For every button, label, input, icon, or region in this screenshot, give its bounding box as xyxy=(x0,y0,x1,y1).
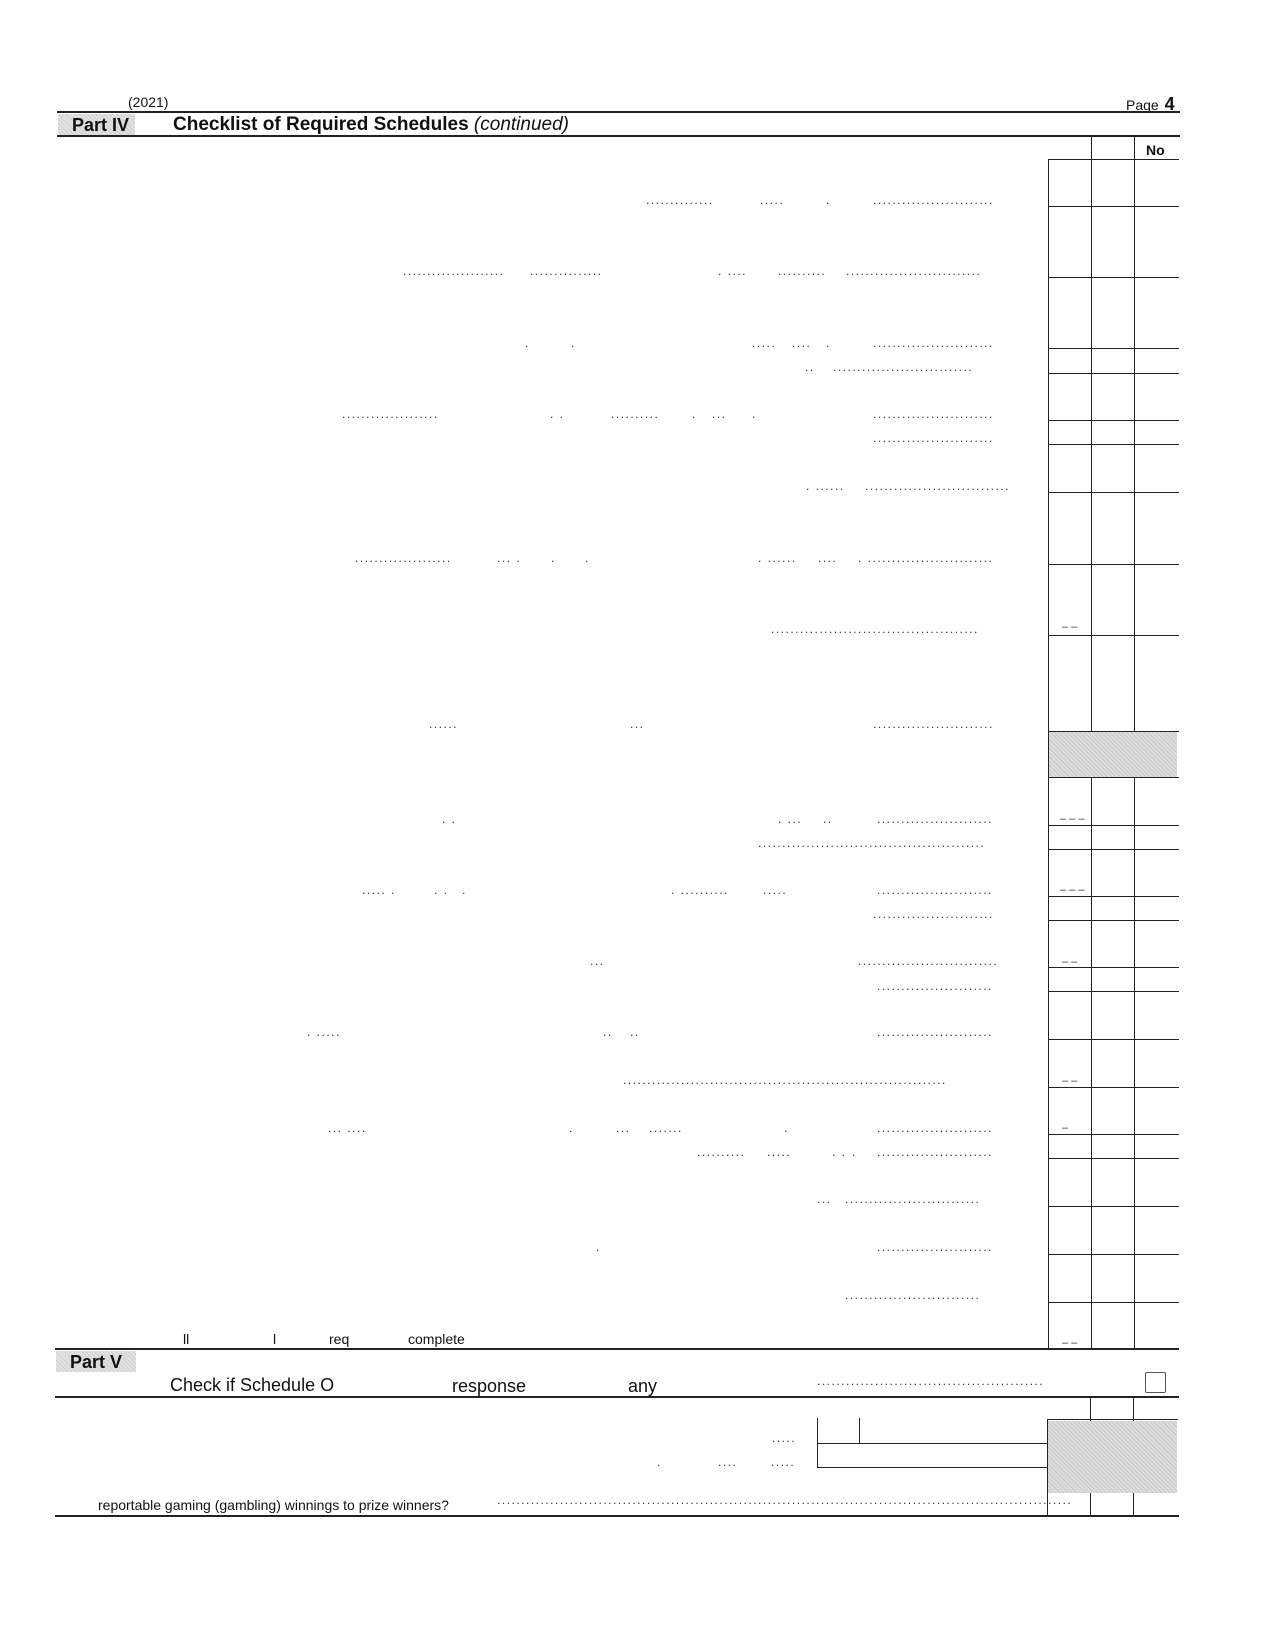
dash-mark: – – xyxy=(1062,621,1078,633)
dot-leader: . xyxy=(569,1121,574,1135)
part-iv-badge: Part IV xyxy=(58,114,135,135)
shaded-cell xyxy=(1049,731,1177,777)
dot-leader: ... xyxy=(590,954,605,968)
part-iv-bottom-rule xyxy=(55,1348,1179,1350)
part-iv-rule xyxy=(57,135,1180,137)
dot-leader: . xyxy=(462,883,467,897)
dot-leader: .......... xyxy=(778,264,827,278)
dot-leader: . ...... xyxy=(758,551,797,565)
dot-leader: ..... xyxy=(763,883,788,897)
dot-leader: .................... xyxy=(355,551,452,565)
dash-mark: – xyxy=(1062,1122,1069,1134)
dot-leader: ............... xyxy=(530,264,603,278)
dot-leader: ... xyxy=(616,1121,631,1135)
dot-leader: . ...... xyxy=(806,479,845,493)
dot-leader: ............................ xyxy=(846,264,982,278)
dot-leader: .... xyxy=(792,336,812,350)
p5-grid-top xyxy=(1047,1419,1178,1420)
grid-row-line xyxy=(1048,1134,1179,1135)
grid-row-line xyxy=(1048,896,1179,897)
dot-leader: ....................................................................................................................... xyxy=(497,1493,1073,1507)
dot-leader: ........................ xyxy=(877,1025,994,1039)
dot-leader: ..... xyxy=(760,193,785,207)
dot-leader: ....... xyxy=(649,1121,683,1135)
footer-fragment: ll xyxy=(183,1331,190,1347)
dot-leader: .... xyxy=(718,1455,738,1469)
grid-row-line xyxy=(1048,731,1179,732)
dot-leader: . . xyxy=(550,407,565,421)
part-iv-title-suffix: (continued) xyxy=(473,114,569,135)
dot-leader: .......... xyxy=(611,407,660,421)
dash-mark: – – xyxy=(1062,1075,1078,1087)
dot-leader: ... xyxy=(630,717,645,731)
dot-leader: .............. xyxy=(646,193,714,207)
dot-leader: ............................ xyxy=(845,1288,981,1302)
dot-leader: ........................ xyxy=(877,812,994,826)
response-text: response xyxy=(452,1376,527,1396)
dot-leader: . xyxy=(826,336,831,350)
dot-leader: ..... xyxy=(767,1145,792,1159)
grid-row-line xyxy=(1048,348,1179,349)
footer-fragment: req xyxy=(329,1331,350,1347)
grid-row-line xyxy=(1048,849,1179,850)
grid-row-line xyxy=(1048,635,1179,636)
dot-leader: ... .... xyxy=(328,1121,367,1135)
dot-leader: .......... xyxy=(697,1145,746,1159)
grid-top xyxy=(1048,159,1179,160)
dot-leader: . xyxy=(852,1145,857,1159)
grid-row-line xyxy=(1048,1039,1179,1040)
any-text: any xyxy=(628,1376,658,1396)
dot-leader: ........................ xyxy=(877,1121,994,1135)
dot-leader: ..... xyxy=(772,1431,797,1445)
dash-mark: – – – xyxy=(1060,884,1085,896)
dot-leader: ............................................... xyxy=(817,1374,1045,1388)
grid-row-line xyxy=(1048,1206,1179,1207)
dot-leader: . xyxy=(571,336,576,350)
dot-leader: . xyxy=(525,336,530,350)
grid-row-line xyxy=(1048,206,1179,207)
header-rule xyxy=(57,111,1180,113)
dot-leader: .............................. xyxy=(865,479,1011,493)
dot-leader: . ... xyxy=(778,812,803,826)
dot-leader: ........................ xyxy=(877,883,994,897)
gaming-winnings-line: reportable gaming (gambling) winnings to prize winners? xyxy=(98,1497,449,1513)
dot-leader: ..................... xyxy=(403,264,505,278)
footer-fragment: l xyxy=(273,1331,277,1347)
dot-leader: ......................... xyxy=(873,907,994,921)
page-label-text: Page xyxy=(1126,97,1159,113)
grid-row-line xyxy=(1048,1302,1179,1303)
dot-leader: . .......... xyxy=(671,883,730,897)
grid-row-line xyxy=(1048,991,1179,992)
dot-leader: ............................. xyxy=(858,954,999,968)
p5-shaded-cells xyxy=(1048,1421,1177,1493)
p5-line-b xyxy=(859,1418,860,1444)
part-v-badge: Part V xyxy=(56,1351,136,1372)
dot-leader: ................................................................... xyxy=(623,1073,947,1087)
dot-leader: .. xyxy=(603,1025,613,1039)
dot-leader: ............................ xyxy=(845,1192,981,1206)
dash-mark: – – – xyxy=(1060,813,1085,825)
dot-leader: . xyxy=(657,1455,662,1469)
dot-leader: ......................... xyxy=(873,717,994,731)
dot-leader: .. xyxy=(630,1025,640,1039)
dot-leader: ..... xyxy=(771,1455,796,1469)
dot-leader: ........................ xyxy=(877,1145,994,1159)
grid-row-line xyxy=(1048,1254,1179,1255)
dash-mark: – – xyxy=(1062,1337,1078,1349)
grid-row-line xyxy=(1048,444,1179,445)
dot-leader: .................... xyxy=(342,407,439,421)
page-number: 4 xyxy=(1164,94,1175,114)
dot-leader: ........................ xyxy=(877,979,994,993)
dot-leader: ........................................... xyxy=(771,622,979,636)
dot-leader: . xyxy=(826,193,831,207)
dot-leader: . ..... xyxy=(307,1025,341,1039)
dash-mark: – – xyxy=(1062,956,1078,968)
dot-leader: .... xyxy=(818,551,838,565)
dot-leader: ......................... xyxy=(873,407,994,421)
dot-leader: ......................... xyxy=(873,336,994,350)
dot-leader: ... . xyxy=(497,551,522,565)
dot-leader: . xyxy=(596,1240,601,1254)
dot-leader: . .......................... xyxy=(858,551,994,565)
form-year: (2021) xyxy=(128,94,169,110)
schedule-o-checkbox[interactable] xyxy=(1145,1372,1166,1393)
dot-leader: . .... xyxy=(718,264,748,278)
part-v-rule xyxy=(55,1396,1179,1398)
grid-row-line xyxy=(1048,1158,1179,1159)
dot-leader: ..... . xyxy=(362,883,396,897)
grid-row-line xyxy=(1048,777,1179,778)
dot-leader: . xyxy=(551,551,556,565)
dot-leader: ........................ xyxy=(877,1240,994,1254)
grid-row-line xyxy=(1048,492,1179,493)
grid-row-line xyxy=(1048,825,1179,826)
grid-row-line xyxy=(1048,920,1179,921)
grid-row-line xyxy=(1048,564,1179,565)
schedule-o-text: Check if Schedule O xyxy=(170,1375,335,1395)
dot-leader: . xyxy=(784,1121,789,1135)
dot-leader: . . xyxy=(442,812,457,826)
grid-row-line xyxy=(1048,277,1179,278)
dot-leader: ..... xyxy=(752,336,777,350)
grid-row-line xyxy=(1048,420,1179,421)
dot-leader: ......................... xyxy=(873,431,994,445)
dot-leader: ... xyxy=(817,1192,832,1206)
p5-box-mid xyxy=(817,1443,1048,1444)
part-iv-title-text: Checklist of Required Schedules xyxy=(173,114,469,135)
dot-leader: . xyxy=(692,407,697,421)
dot-leader: .. xyxy=(805,360,815,374)
grid-row-line xyxy=(1048,373,1179,374)
dot-leader: ............................. xyxy=(833,360,974,374)
dot-leader: .. xyxy=(823,812,833,826)
grid-row-line xyxy=(1048,1087,1179,1088)
dot-leader: ......................... xyxy=(873,193,994,207)
page-bottom-rule xyxy=(55,1515,1179,1517)
dot-leader: ............................................... xyxy=(758,836,986,850)
p5-box-bottom xyxy=(817,1467,1048,1468)
dot-leader: . . xyxy=(434,883,449,897)
dot-leader: ... xyxy=(712,407,727,421)
dot-leader: ...... xyxy=(429,717,459,731)
dot-leader: . xyxy=(585,551,590,565)
dot-leader: . xyxy=(752,407,757,421)
footer-fragment: complete xyxy=(408,1331,465,1347)
column-no-header: No xyxy=(1146,142,1165,158)
dot-leader: . . xyxy=(832,1145,847,1159)
part-iv-title xyxy=(173,114,569,136)
